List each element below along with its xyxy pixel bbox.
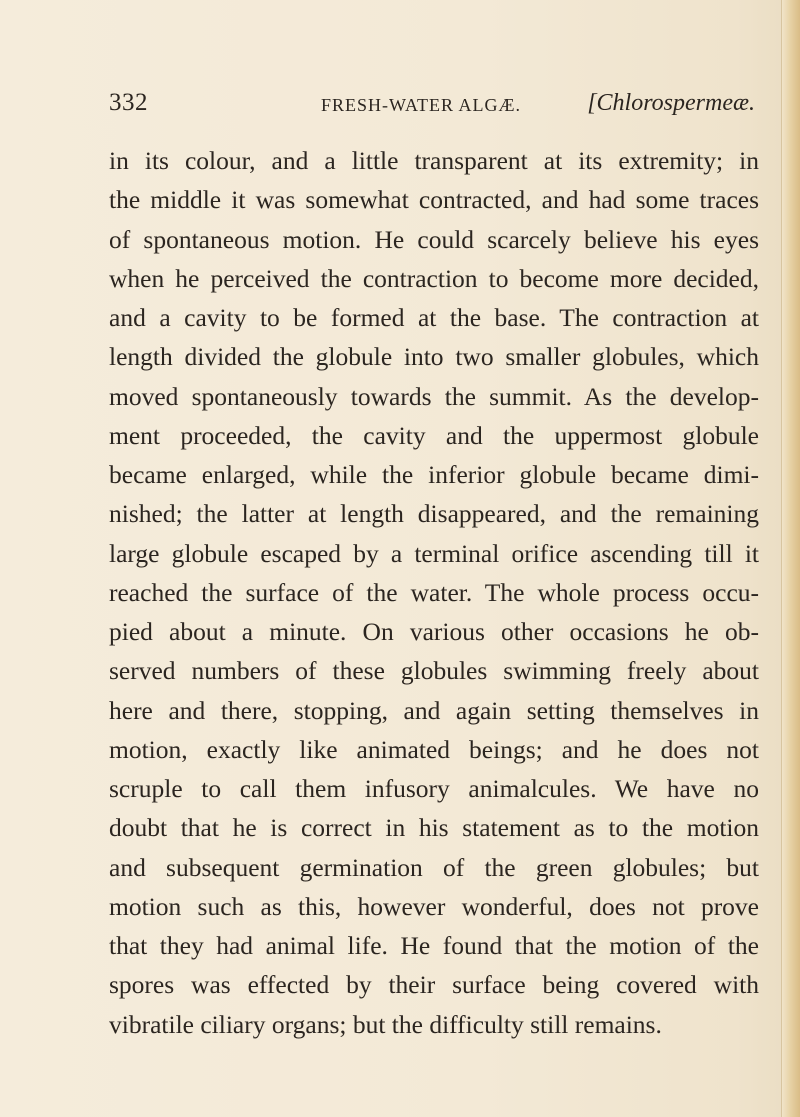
text-line: ment proceeded, the cavity and the uppermost globule xyxy=(109,420,759,450)
text-line: in its colour, and a little transparent at its extremity; in xyxy=(109,146,759,175)
text-line: spores was effected by their surface being covered with xyxy=(109,970,759,1000)
text-line: here and there, stopping, and again setting themselves in xyxy=(109,695,759,725)
text-line: when he perceived the contraction to become more decided, xyxy=(109,263,759,293)
text-line: doubt that he is correct in his statement as to the motion xyxy=(109,813,759,843)
text-line: length divided the globule into two smaller globules, which xyxy=(109,342,759,372)
body-text xyxy=(109,141,759,1044)
page-edge xyxy=(781,0,800,1117)
section-title: [Chlorospermeæ. xyxy=(587,90,755,116)
running-title: FRESH-WATER ALGÆ. xyxy=(321,95,522,115)
running-head xyxy=(109,86,755,120)
text-line: large globule escaped by a terminal orifice ascending till it xyxy=(109,538,759,568)
text-line: nished; the latter at length disappeared, and the remaining xyxy=(109,499,759,529)
text-line: pied about a minute. On various other occasions he ob- xyxy=(109,617,759,646)
text-line: and a cavity to be formed at the base. The contraction at xyxy=(109,303,759,332)
text-line: served numbers of these globules swimming freely about xyxy=(109,656,759,686)
text-line: that they had animal life. He found that the motion of the xyxy=(109,931,759,960)
page-number: 332 xyxy=(109,89,148,116)
text-line: of spontaneous motion. He could scarcely believe his eyes xyxy=(109,224,759,254)
text-line: motion such as this, however wonderful, does not prove xyxy=(109,891,759,921)
text-line: vibratile ciliary organs; but the difficulty still remains. xyxy=(109,1009,662,1039)
text-line: and subsequent germination of the green globules; but xyxy=(109,852,759,882)
text-line: reached the surface of the water. The whole process occu- xyxy=(109,577,759,607)
text-line: scruple to call them infusory animalcules. We have no xyxy=(109,774,759,803)
text-line: motion, exactly like animated beings; and he does not xyxy=(109,734,759,764)
text-line: moved spontaneously towards the summit. As the develop- xyxy=(109,381,759,411)
text-line: became enlarged, while the inferior globule became dimi- xyxy=(109,460,759,489)
text-line: the middle it was somewhat contracted, and had some traces xyxy=(109,185,759,215)
